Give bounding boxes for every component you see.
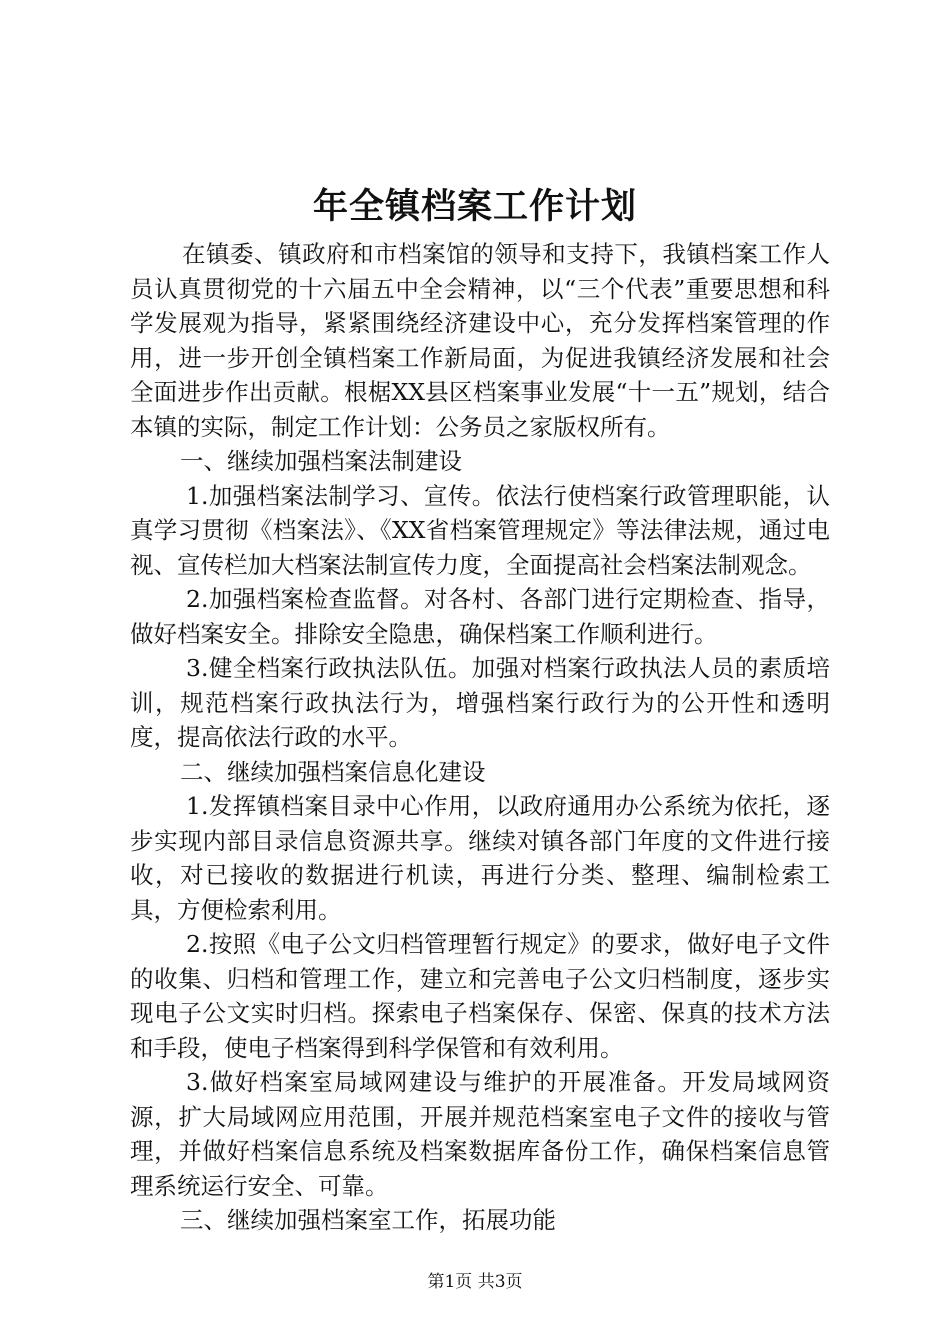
section-heading-2: 二、继续加强档案信息化建设 <box>180 757 486 786</box>
section-2-item-1: 1.发挥镇档案目录中心作用，以政府通用办公系统为依托，逐步实现内部目录信息资源共享。继续对镇各部门年度的文件进行接收，对已接收的数据进行机读，再进行分类、整理、编制检索工具，方便检索利用。 <box>130 792 830 924</box>
section-1-item-2: 2.加强档案检查监督。对各村、各部门进行定期检查、指导，做好档案安全。排除安全隐患，确保档案工作顺利进行。 <box>130 585 830 648</box>
document-body <box>130 237 830 1238</box>
section-2-item-3: 3.做好档案室局域网建设与维护的开展准备。开发局域网资源，扩大局域网应用范围，开展并规范档案室电子文件的接收与管理，并做好档案信息系统及档案数据库备份工作，确保档案信息管理系统运行安全、可靠。 <box>130 1068 830 1200</box>
section-1-item-3: 3.健全档案行政执法队伍。加强对档案行政执法人员的素质培训，规范档案行政执法行为，增强档案行政行为的公开性和透明度，提高依法行政的水平。 <box>130 654 830 751</box>
document-title: 年全镇档案工作计划 <box>312 186 637 227</box>
section-2-item-2: 2.按照《电子公文归档管理暂行规定》的要求，做好电子文件的收集、归档和管理工作，建立和完善电子公文归档制度，逐步实现电子公文实时归档。探索电子档案保存、保密、保真的技术方法和手段，使电子档案得到科学保管和有效利用。 <box>130 930 830 1062</box>
page-footer: 第1页 共3页 <box>427 1272 523 1292</box>
section-1-item-1: 1.加强档案法制学习、宣传。依法行使档案行政管理职能，认真学习贯彻《档案法》、《XX省档案管理规定》等法律法规，通过电视、宣传栏加大档案法制宣传力度，全面提高社会档案法制观念。 <box>130 481 830 579</box>
section-heading-1: 一、继续加强档案法制建设 <box>180 447 462 475</box>
section-heading-3: 三、继续加强档案室工作，拓展功能 <box>180 1206 556 1234</box>
intro-paragraph: 在镇委、镇政府和市档案馆的领导和支持下，我镇档案工作人员认真贯彻党的十六届五中全会精神，以“三个代表”重要思想和科学发展观为指导，紧紧围绕经济建设中心，充分发挥档案管理的作用，进一步开创全镇档案工作新局面，为促进我镇经济发展和社会全面进步作出贡献。根椐XX县区档案事业发展“十一五”规划，结合本镇的实际，制定工作计划：公务员之家版权所有。 <box>130 240 830 441</box>
